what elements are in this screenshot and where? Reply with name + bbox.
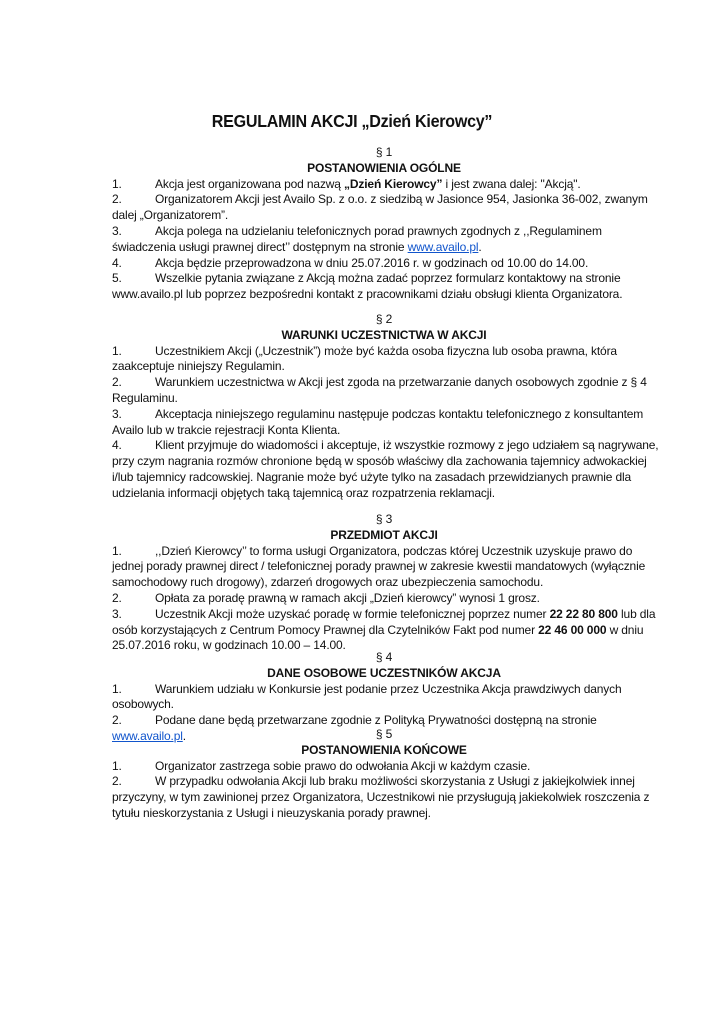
section-3 (112, 512, 660, 654)
section-title: PRZEDMIOT AKCJI (330, 527, 438, 542)
website-link[interactable]: www.availo.pl (407, 239, 479, 254)
website-link[interactable]: www.availo.pl (112, 728, 183, 743)
list-item: 3. Akcja polega na udzielaniu telefonicznych porad prawnych zgodnych z ,,Regulaminem świadczenia usługi prawnej direct’’ dostępnym na stronie www.availo.pl. (112, 223, 602, 254)
section-title: POSTANOWIENIA OGÓLNE (307, 160, 461, 175)
list-item: 1. Akcja jest organizowana pod nazwą „Dzień Kierowcy” i jest zwana dalej: "Akcją". (112, 176, 581, 191)
list-item: 2. W przypadku odwołania Akcji lub braku możliwości skorzystania z Usługi z jakiejkolwiek innej przyczyny, w tym zawinionej przez Organizatora, Uczestnikowi nie przysługują jakiekolwiek roszczenia z tytułu nieskorzystania z Usługi i nieuzyskania porady prawnej. (112, 774, 650, 820)
section-number: § 2 (375, 312, 393, 326)
list-item: 4. Akcja będzie przeprowadzona w dniu 25.07.2016 r. w godzinach od 10.00 do 14.00. (112, 255, 589, 270)
list-item: 2. Organizatorem Akcji jest Availo Sp. z o.o. z siedzibą w Jasionce 954, Jasionka 36-002, zwanym dalej „Organizatorem”. (112, 192, 648, 223)
section-number: § 5 (375, 727, 393, 741)
list-item: 1. Warunkiem udziału w Konkursie jest podanie przez Uczestnika Akcja prawdziwych danych osobowych. (112, 681, 622, 712)
section-number: § 4 (375, 650, 393, 664)
list-item: 1. Organizator zastrzega sobie prawo do odwołania Akcji w każdym czasie. (112, 758, 531, 773)
section-number: § 3 (375, 512, 393, 526)
section-number: § 1 (375, 145, 393, 159)
list-item: 1. Uczestnikiem Akcji („Uczestnik”) może być każda osoba fizyczna lub osoba prawna, która zaakceptuje niniejszy Regulamin. (112, 343, 617, 374)
section-title: POSTANOWIENIA KOŃCOWE (301, 742, 467, 757)
list-item: 2. Warunkiem uczestnictwa w Akcji jest zgoda na przetwarzanie danych osobowych zgodnie z § 4 Regulaminu. (112, 375, 647, 405)
section-1 (112, 145, 660, 303)
document-title: REGULAMIN AKCJI „Dzień Kierowcy” (211, 111, 493, 131)
list-item: 2. Podane dane będą przetwarzane zgodnie z Polityką Prywatności dostępną na stronie www.availo.pl. (112, 713, 597, 743)
list-item: 3. Akceptacja niniejszego regulaminu następuje podczas kontaktu telefonicznego z konsultantem Availo lub w trakcie rejestracji Konta Klienta. (112, 406, 644, 437)
section-title: DANE OSOBOWE UCZESTNIKÓW AKCJA (267, 665, 501, 680)
list-item: 2. Opłata za poradę prawną w ramach akcji „Dzień kierowcy” wynosi 1 grosz. (112, 590, 540, 605)
section-title: WARUNKI UCZESTNICTWA W AKCJI (281, 327, 487, 342)
section-5 (112, 727, 660, 822)
list-item: 5. Wszelkie pytania związane z Akcją można zadać poprzez formularz kontaktowy na stronie www.availo.pl lub poprzez bezpośredni kontakt z pracownikami działu obsługi klienta Organizatora. (112, 271, 623, 302)
list-item: 1. ,,Dzień Kierowcy’’ to forma usługi Organizatora, podczas której Uczestnik uzyskuje prawo do jednej porady prawnej direct / telefonicznej porady prawnej w zakresie kwestii mandatowych (wyłącznie samochodowy ruch drogowy), zdarzeń drogowych oraz ubezpieczenia samochodu. (112, 543, 646, 590)
list-item: 4. Klient przyjmuje do wiadomości i akceptuje, iż wszystkie rozmowy z jego udziałem są nagrywane, przy czym nagrania rozmów chronione będą w sposób właściwy dla zachowania tajemnicy adwokackiej i/lub tajemnicy radcowskiej. Nagranie może być użyte tylko na zasadach przewidzianych prawnie dla udzielania informacji objętych taką tajemnicą oraz rozpatrzenia reklamacji. (112, 438, 659, 500)
section-2 (112, 312, 660, 502)
list-item: 3. Uczestnik Akcji może uzyskać poradę w formie telefonicznej poprzez numer 22 22 80 800 lub dla osób korzystających z Centrum Pomocy Prawnej dla Czytelników Fakt pod numer 22 46 00 000 w dniu 25.07.2016 roku, w godzinach 10.00 – 14.00. (112, 606, 656, 653)
